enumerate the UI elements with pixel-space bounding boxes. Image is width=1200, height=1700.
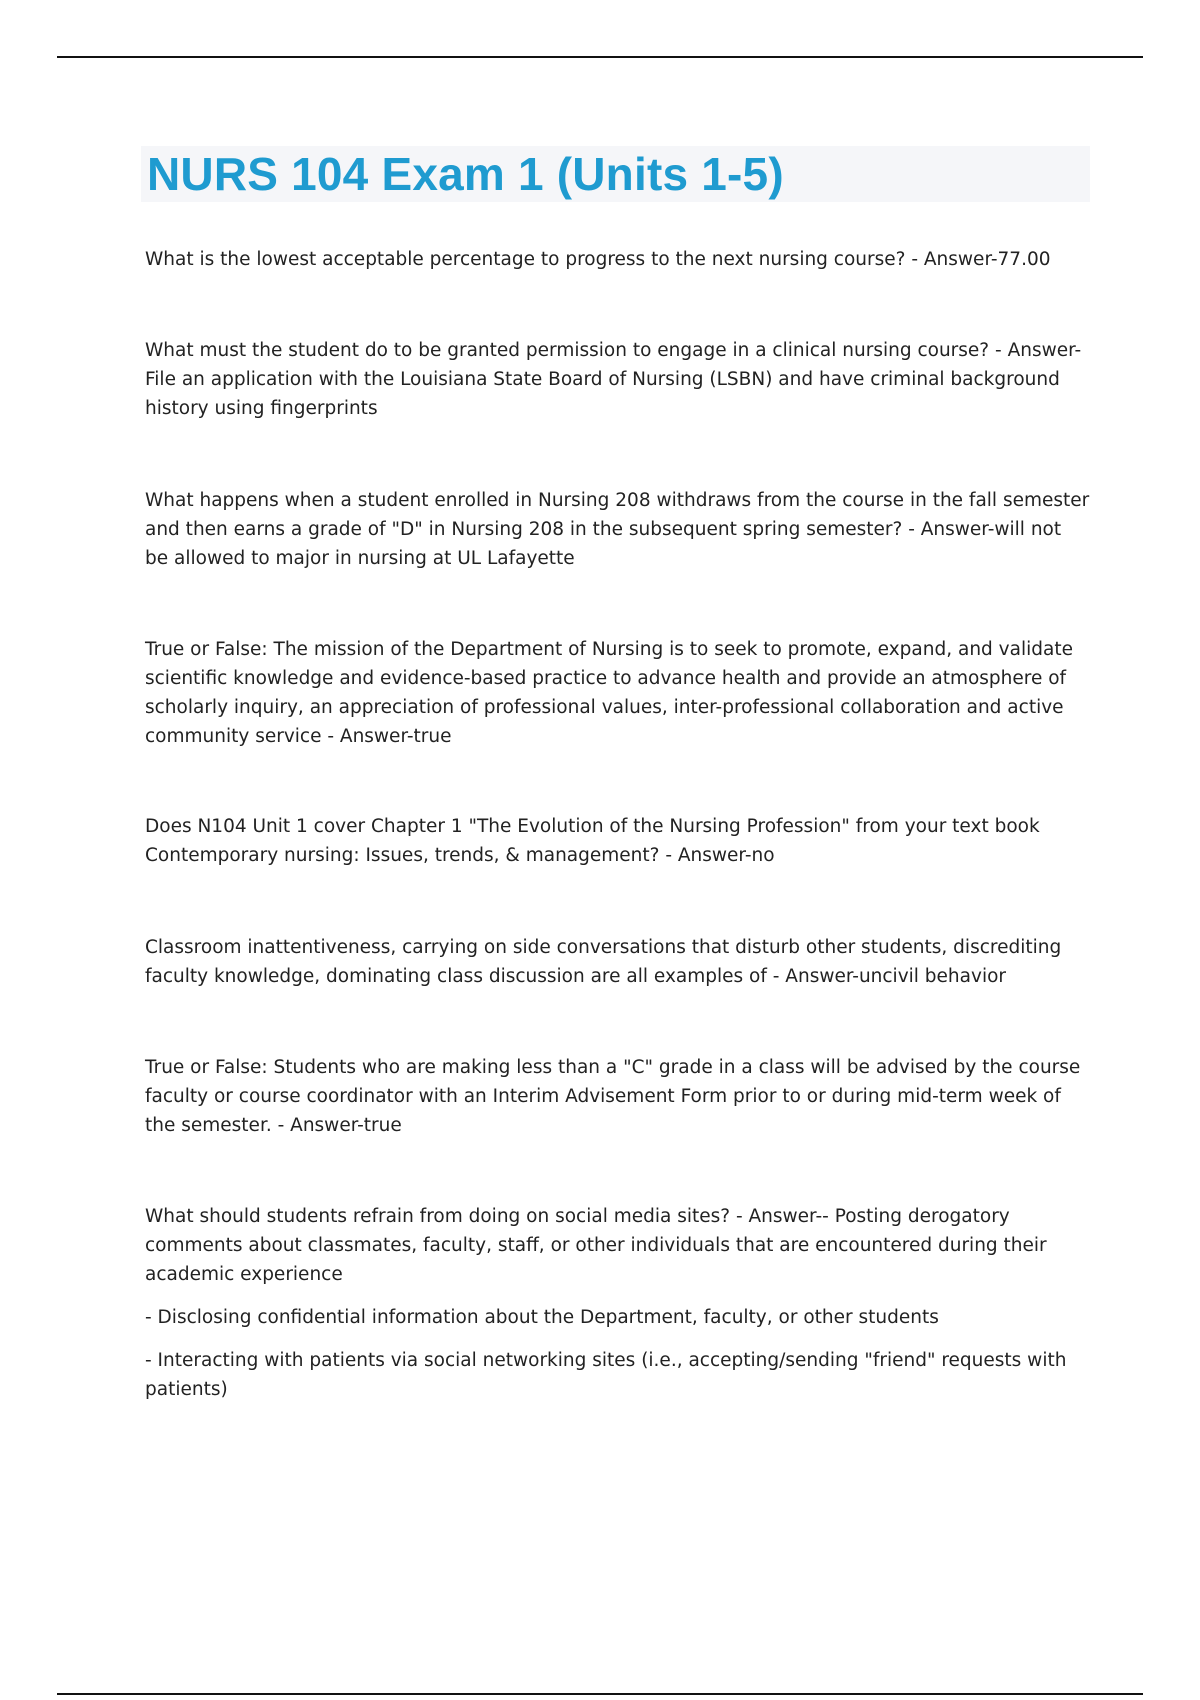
qa-text: What is the lowest acceptable percentage to progress to the next nursing course? - Answer-77.00 <box>145 249 1051 270</box>
qa-text: What should students refrain from doing on social media sites? - Answer-- Posting derogatory comments about classmates, faculty, staff, or other individuals that are encountered during their academic experience <box>145 1206 1047 1285</box>
qa-sub-point: - Interacting with patients via social networking sites (i.e., accepting/sending "friend" requests with patients) <box>145 1350 1067 1400</box>
qa-item-5 <box>145 812 1090 870</box>
qa-item-2 <box>145 336 1090 423</box>
document-title: NURS 104 Exam 1 (Units 1-5) <box>147 148 784 200</box>
qa-item-4 <box>145 635 1090 751</box>
qa-item-3 <box>145 486 1090 573</box>
qa-text: What happens when a student enrolled in Nursing 208 withdraws from the course in the fall semester and then earns a grade of "D" in Nursing 208 in the subsequent spring semester? - Answer-will not be allowed to major in nursing at UL Lafayette <box>145 490 1090 569</box>
qa-item-7 <box>145 1053 1090 1140</box>
top-rule <box>57 56 1143 58</box>
qa-text: True or False: Students who are making less than a "C" grade in a class will be advised by the course faculty or course coordinator with an Interim Advisement Form prior to or during mid-term week of the semester. - Answer-true <box>145 1057 1081 1136</box>
qa-item-1 <box>145 245 1090 274</box>
qa-sub-point: - Disclosing confidential information about the Department, faculty, or other students <box>145 1307 939 1328</box>
qa-text: Does N104 Unit 1 cover Chapter 1 "The Evolution of the Nursing Profession" from your text book Contemporary nursing: Issues, trends, & management? - Answer-no <box>145 816 1040 866</box>
qa-text: Classroom inattentiveness, carrying on side conversations that disturb other students, discrediting faculty knowledge, dominating class discussion are all examples of - Answer-uncivil behavior <box>145 937 1062 987</box>
qa-item-8 <box>145 1202 1090 1404</box>
qa-text: What must the student do to be granted permission to engage in a clinical nursing course? - Answer-File an application with the Louisiana State Board of Nursing (LSBN) and have criminal background history using fingerprints <box>145 340 1082 419</box>
qa-text: True or False: The mission of the Department of Nursing is to seek to promote, expand, and validate scientific knowledge and evidence-based practice to advance health and provide an atmosphere of scholarly inquiry, an appreciation of professional values, inter-professional collaboration and active community service - Answer-true <box>145 639 1073 747</box>
bottom-rule <box>57 1693 1143 1695</box>
qa-item-6 <box>145 933 1090 991</box>
